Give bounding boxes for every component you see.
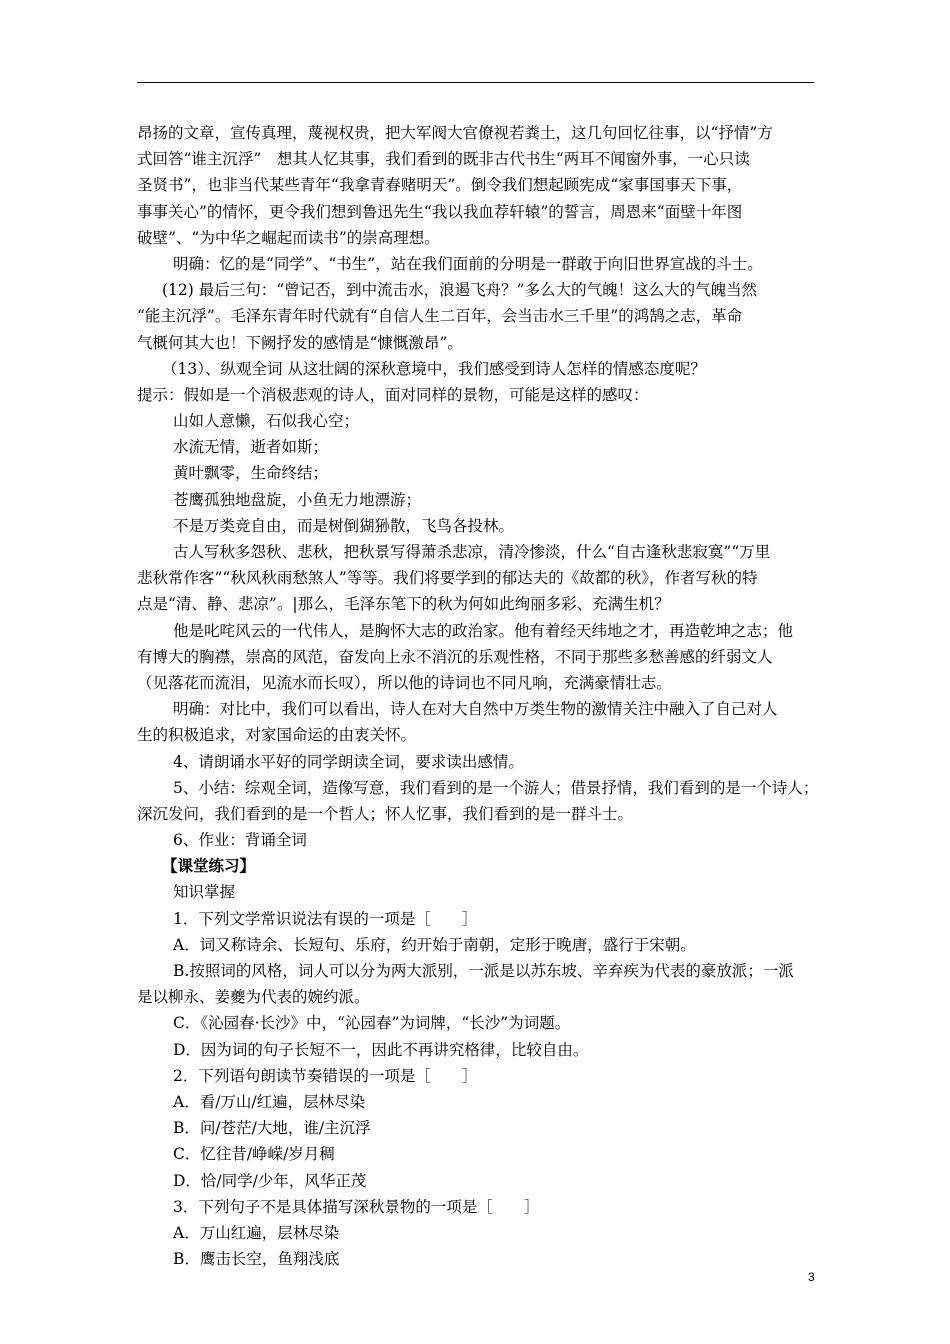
page-number: 3 (808, 1270, 815, 1284)
text-line: （见落花而流泪，见流水而长叹），所以他的诗词也不同凡响，充满豪情壮志。 (137, 673, 672, 692)
text-line: 是以柳永、姜夔为代表的婉约派。 (137, 988, 370, 1007)
text-line: （13）、纵观全词 从这壮阔的深秋意境中，我们感受到诗人怎样的情感态度呢？ (162, 359, 706, 378)
page-body (137, 120, 817, 1272)
text-line: C．《沁园春·长沙》中，“沁园春”为词牌，“长沙”为词题。 (173, 1014, 571, 1033)
text-line: B.按照词的风格，词人可以分为两大派别，一派是以苏东坡、辛弃疾为代表的豪放派；一派 (173, 962, 794, 980)
text-line: 悲秋常作客”“秋风秋雨愁煞人”等等。我们将要学到的郁达夫的《故都的秋》，作者写秋的特 (137, 569, 758, 588)
text-line: D．因为词的句子长短不一，因此不再讲究格律，比较自由。 (173, 1040, 589, 1059)
text-line: 不是万类竞自由，而是树倒猢狲散，飞鸟各投林。 (173, 516, 515, 535)
text-line: B．鹰击长空，鱼翔浅底 (173, 1250, 340, 1269)
text-line: 圣贤书”，也非当代某些青年“我拿青春赌明天”。倒令我们想起顾宪成“家事国事天下事， (137, 176, 743, 195)
text-line: 生的积极追求，对家国命运的由衷关怀。 (137, 726, 417, 745)
text-line: 3．下列句子不是具体描写深秋景物的一项是［ ］ (173, 1197, 540, 1216)
text-line: “能主沉浮”。毛泽东青年时代就有“自信人生二百年，会当击水三千里”的鸿鹄之志，革命 (137, 307, 743, 326)
text-line: 5、小结：综观全词，造像写意，我们看到的是一个游人；借景抒情，我们看到的是一个诗人； (173, 778, 819, 797)
text-line: 1．下列文学常识说法有误的一项是［ ］ (173, 909, 478, 928)
text-line: 有博大的胸襟，崇高的风范，奋发向上永不消沉的乐观性格，不同于那些多愁善感的纤弱文人 (137, 647, 773, 666)
text-line: B．问/苍茫/大地，谁/主沉浮 (173, 1119, 371, 1138)
text-line: A．万山红遍，层林尽染 (173, 1223, 340, 1242)
text-line: 知识掌握 (173, 883, 236, 902)
text-line: 6、作业：背诵全词 (173, 831, 307, 850)
text-line: 事事关心”的情怀，更令我们想到鲁迅先生“我以我血荐轩辕”的誓言，周恩来“面壁十年图 (137, 202, 743, 221)
text-line: 苍鹰孤独地盘旋，小鱼无力地漂游； (173, 490, 422, 509)
text-line: 山如人意懒，石似我心空； (173, 412, 360, 431)
text-line: 气概何其大也！下阙抒发的感情是“慷慨激昂”。 (137, 333, 463, 352)
text-line: 他是叱咤风云的一代伟人，是胸怀大志的政治家。他有着经天纬地之才，再造乾坤之志；他 (173, 621, 794, 640)
text-line: A．词又称诗余、长短句、乐府，约开始于南朝，定形于晚唐，盛行于宋朝。 (173, 935, 696, 954)
text-line: C．忆往昔/峥嵘/岁月稠 (173, 1145, 335, 1164)
text-line: 2．下列语句朗读节奏错误的一项是［ ］ (173, 1066, 478, 1085)
text-line: D．恰/同学/少年，风华正茂 (173, 1171, 367, 1190)
text-line: 4、请朗诵水平好的同学朗读全词，要求读出感情。 (173, 752, 524, 771)
text-line: 点是“清、静、悲凉”。|那么，毛泽东笔下的秋为何如此绚丽多彩、充满生机？ (137, 595, 670, 614)
text-line: 深沉发问，我们看到的是一个哲人；怀人忆事，我们看到的是一群斗士。 (137, 804, 634, 823)
text-line: (12) 最后三句：“曾记否，到中流击水，浪遏飞舟？”多么大的气魄！这么大的气魄当然 (162, 281, 758, 300)
text-line: 明确：对比中，我们可以看出，诗人在对大自然中万类生物的激情关注中融入了自己对人 (173, 700, 778, 719)
text-line: 昂扬的文章，宣传真理，蔑视权贵，把大军阀大官僚视若粪土，这几句回忆往事，以“抒情”方 (137, 124, 773, 142)
text-line: 明确：忆的是“同学”、“书生”，站在我们面前的分明是一群敢于向旧世界宣战的斗士。 (173, 254, 763, 273)
text-line: 水流无情，逝者如斯； (173, 438, 329, 457)
section-heading: 【课堂练习】 (162, 856, 256, 876)
text-line: 提示：假如是一个消极悲观的诗人，面对同样的景物，可能是这样的感叹： (137, 385, 649, 404)
text-line: 古人写秋多怨秋、悲秋，把秋景写得萧杀悲凉，清冷惨淡，什么“自古逢秋悲寂寞”“万里 (173, 543, 771, 561)
text-line: A．看/万山/红遍，层林尽染 (173, 1092, 366, 1111)
header-rule (137, 82, 814, 83)
text-line: 黄叶飘零，生命终结； (173, 464, 329, 483)
text-line: 式回答“谁主沉浮” 想其人忆其事，我们看到的既非古代书生“两耳不闻窗外事，一心只读 (137, 150, 750, 169)
text-line: 破壁”、“为中华之崛起而读书”的崇高理想。 (137, 228, 440, 247)
